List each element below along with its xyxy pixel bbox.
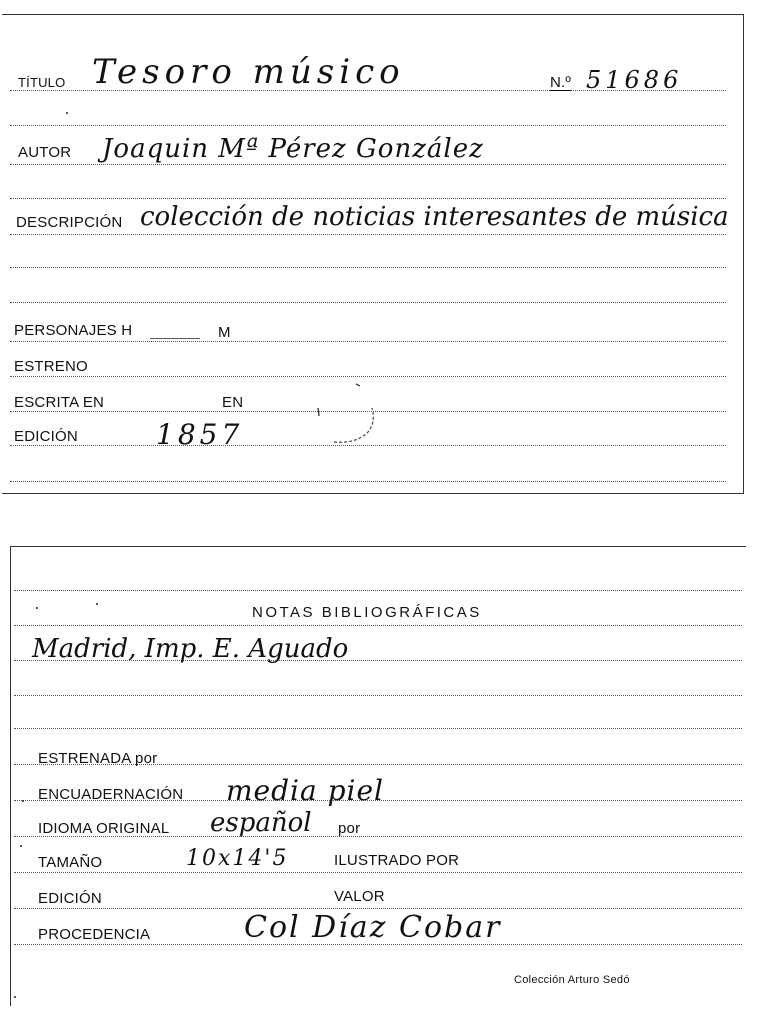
personajes-m-label: M xyxy=(218,324,231,341)
speck xyxy=(20,845,22,847)
encuadernacion-label: ENCUADERNACIÓN xyxy=(38,786,184,803)
idioma-por-label: por xyxy=(338,820,361,837)
notas-value: Madrid, Imp. E. Aguado xyxy=(32,634,349,664)
rule-line xyxy=(10,302,726,303)
rule-line xyxy=(10,125,726,126)
titulo-label: TÍTULO xyxy=(18,75,66,90)
rule-line xyxy=(10,234,726,235)
numero-label: N.º xyxy=(550,74,572,91)
rule-line xyxy=(14,908,742,909)
rule-line xyxy=(14,590,742,591)
collection-footer: Colección Arturo Sedó xyxy=(514,974,630,986)
encuadernacion-value: media piel xyxy=(226,774,384,807)
idioma-value: español xyxy=(210,808,312,838)
descripcion-value: colección de noticias interesantes de música xyxy=(140,202,729,232)
tamano-value: 10x14'5 xyxy=(186,846,289,871)
personajes-label: PERSONAJES H xyxy=(14,322,133,339)
rule-line xyxy=(14,695,742,696)
rule-line xyxy=(14,872,742,873)
rule-line xyxy=(10,341,726,342)
speck xyxy=(22,800,24,802)
estreno-label: ESTRENO xyxy=(14,358,88,375)
speck xyxy=(36,607,38,609)
pencil-mark xyxy=(312,380,382,450)
speck xyxy=(14,996,16,998)
speck xyxy=(96,603,98,605)
numero-value: 51686 xyxy=(586,66,683,94)
autor-value: Joaquin Mª Pérez González xyxy=(102,134,484,164)
rule-line xyxy=(14,625,742,626)
rule-line xyxy=(10,164,726,165)
notas-heading: NOTAS BIBLIOGRÁFICAS xyxy=(252,604,482,621)
rule-line xyxy=(14,728,742,729)
idioma-label: IDIOMA ORIGINAL xyxy=(38,820,170,837)
ilustrado-label: ILUSTRADO POR xyxy=(334,852,460,869)
rule-line xyxy=(10,376,726,377)
procedencia-label: PROCEDENCIA xyxy=(38,926,151,943)
escrita-label: ESCRITA EN xyxy=(14,394,105,411)
titulo-value: Tesoro músico xyxy=(92,52,405,92)
personajes-h-line xyxy=(150,338,200,339)
descripcion-label: DESCRIPCIÓN xyxy=(16,214,123,231)
procedencia-value: Col Díaz Cobar xyxy=(244,910,502,945)
tamano-label: TAMAÑO xyxy=(38,854,103,871)
estrenada-label: ESTRENADA por xyxy=(38,750,158,767)
rule-line xyxy=(10,198,726,199)
edicion-label: EDICIÓN xyxy=(14,428,78,445)
rule-line xyxy=(10,481,726,482)
edicion-value: 1857 xyxy=(156,418,244,451)
escrita-en-label: EN xyxy=(222,394,244,411)
rule-line xyxy=(10,267,726,268)
edicion-bottom-label: EDICIÓN xyxy=(38,890,102,907)
autor-label: AUTOR xyxy=(18,144,72,161)
valor-label: VALOR xyxy=(334,888,385,905)
speck xyxy=(66,112,68,114)
